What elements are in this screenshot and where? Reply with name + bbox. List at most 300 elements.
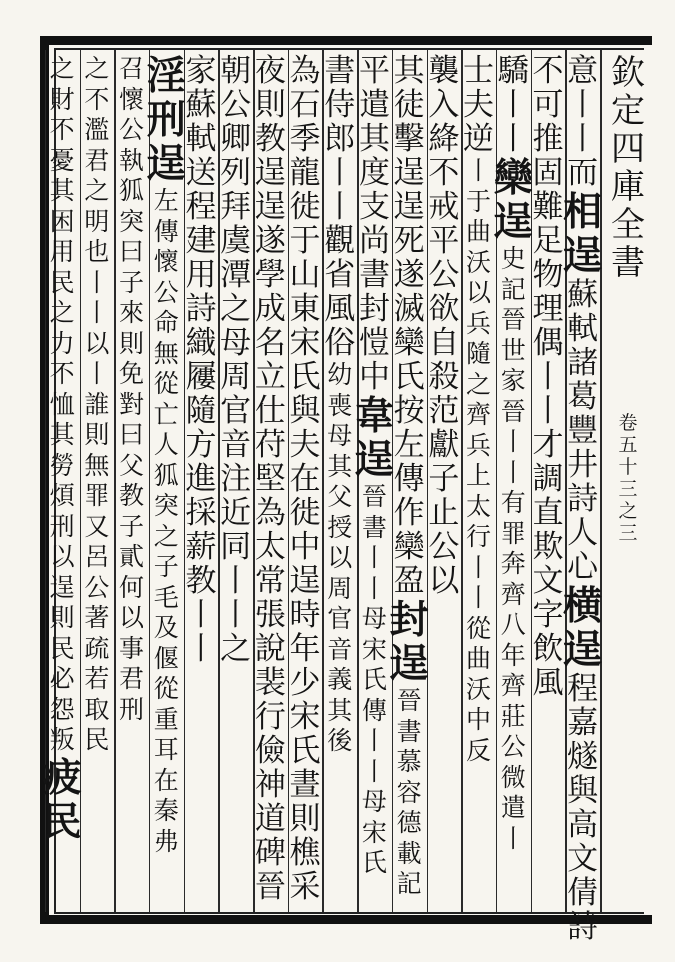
text-char: 憂	[49, 145, 75, 175]
text-char: 行	[254, 699, 286, 735]
text-char: 從	[153, 674, 179, 703]
text-char: 逞	[289, 563, 321, 599]
text-char: 及	[153, 613, 179, 642]
text-char: 父	[119, 450, 145, 480]
text-char: 理	[532, 291, 564, 327]
headword-char: 逞	[389, 641, 429, 687]
text-char: 作	[393, 495, 425, 531]
text-char: 怨	[49, 694, 75, 724]
text-char: 丨	[361, 756, 387, 786]
text-char: 樵	[289, 835, 321, 871]
text-char: 子	[153, 552, 179, 581]
text-char: 欒	[393, 325, 425, 361]
text-char: 襲	[428, 53, 460, 89]
text-char: 母	[220, 325, 252, 361]
text-char: 蘇	[185, 87, 217, 123]
text-char: 從	[466, 613, 492, 643]
title-char: 欽	[611, 53, 645, 93]
text-char: 懷	[119, 84, 145, 114]
text-char: 進	[185, 461, 217, 497]
text-char: 懷	[153, 247, 179, 276]
text-char: 詩	[567, 909, 599, 945]
text-char: 丨	[361, 726, 387, 755]
text-char: 上	[466, 461, 492, 490]
text-char: 丨	[185, 597, 217, 633]
text-char: 度	[358, 155, 390, 191]
text-char: 碑	[254, 835, 286, 871]
text-char: 民	[49, 633, 75, 663]
text-char: 葛	[567, 379, 599, 415]
text-char: 丨	[220, 597, 252, 633]
volume-char: 之	[618, 500, 638, 522]
text-char: 用	[49, 237, 75, 266]
text-char: 倩	[567, 875, 599, 911]
text-char: 微	[500, 762, 526, 792]
text-char: 氏	[289, 733, 321, 769]
text-char: 官	[220, 393, 252, 429]
text-char: 教	[185, 563, 217, 599]
text-char: 之	[220, 291, 252, 327]
text-char: 叛	[49, 725, 75, 754]
text-char: 逞	[49, 572, 75, 602]
text-char: 偶	[532, 325, 564, 361]
text-char: 疏	[84, 633, 110, 663]
text-char: 書	[361, 512, 387, 542]
text-char: 民	[49, 267, 75, 297]
text-char: 氏	[361, 665, 387, 694]
headword-char: 逞	[563, 627, 603, 673]
text-char: 常	[254, 563, 286, 599]
text-char: 對	[119, 389, 145, 419]
text-char: 世	[500, 335, 526, 365]
text-char: 盈	[393, 563, 425, 599]
text-char: 逞	[254, 189, 286, 225]
text-char: 莊	[500, 701, 526, 731]
text-char: 戒	[428, 189, 460, 225]
text-char: 難	[532, 189, 564, 225]
text-char: 亡	[153, 399, 179, 429]
text-char: 丨	[84, 267, 110, 297]
text-char: 夫	[463, 87, 495, 123]
text-char: 之	[153, 521, 179, 551]
text-char: 井	[567, 447, 599, 483]
text-char: 用	[185, 257, 217, 293]
text-char: 才	[532, 427, 564, 463]
text-char: 家	[500, 366, 526, 395]
text-char: 風	[532, 665, 564, 701]
text-char: 龍	[289, 155, 321, 191]
headword-char: 逞	[493, 199, 533, 245]
text-char: 在	[153, 765, 179, 795]
text-char: 薪	[185, 529, 217, 565]
text-char: 以	[466, 278, 492, 307]
text-char: 無	[84, 450, 110, 480]
text-char: 重	[153, 704, 179, 734]
headword-char: 逞	[354, 437, 394, 483]
text-char: 丨	[361, 573, 387, 603]
text-char: 徒	[393, 87, 425, 123]
text-char: 丨	[567, 87, 599, 123]
text-char: 左	[393, 427, 425, 463]
text-char: 年	[289, 631, 321, 667]
text-char: 道	[254, 801, 286, 837]
volume-label	[612, 412, 644, 652]
text-char: 風	[324, 291, 356, 327]
text-char: 蘇	[567, 277, 599, 313]
text-char: 勞	[49, 450, 75, 480]
text-char: 封	[358, 291, 390, 327]
text-char: 驕	[497, 53, 529, 89]
text-char: 子	[119, 511, 145, 541]
headword-char: 横	[563, 583, 603, 629]
text-char: 夜	[254, 53, 286, 89]
text-char: 逆	[463, 121, 495, 157]
text-char: 齊	[466, 400, 492, 429]
text-char: 平	[358, 53, 390, 89]
text-char: 其	[327, 451, 353, 481]
text-char: 丨	[497, 87, 529, 123]
text-char: 音	[327, 634, 353, 664]
text-char: 調	[532, 461, 564, 497]
text-char: 記	[396, 869, 422, 898]
text-char: 嘉	[567, 705, 599, 741]
text-char: 公	[153, 277, 179, 307]
text-char: 丨	[84, 359, 110, 388]
text-char: 支	[358, 189, 390, 225]
text-char: 以	[119, 603, 145, 632]
text-char: 晉	[500, 396, 526, 426]
text-char: 以	[327, 543, 353, 572]
text-char: 晝	[289, 767, 321, 803]
text-char: 毛	[153, 582, 179, 612]
text-char: 則	[84, 420, 110, 449]
text-char: 則	[289, 801, 321, 837]
text-char: 苻	[254, 427, 286, 463]
text-char: 齊	[500, 579, 526, 609]
text-char: 偃	[153, 643, 179, 673]
text-char: 飲	[532, 631, 564, 667]
text-char: 以	[49, 542, 75, 571]
text-char: 列	[220, 155, 252, 191]
text-char: 逞	[254, 155, 286, 191]
text-char: 困	[49, 206, 75, 236]
text-char: 滅	[393, 291, 425, 327]
text-char: 之	[49, 298, 75, 327]
text-char: 推	[532, 121, 564, 157]
volume-char: 五	[618, 434, 638, 456]
text-char: 財	[49, 84, 75, 114]
text-char: 官	[327, 604, 353, 633]
text-char: 何	[119, 572, 145, 602]
text-char: 可	[532, 87, 564, 123]
text-char: 秦	[153, 796, 179, 825]
text-char: 公	[500, 732, 526, 761]
text-char: 按	[393, 393, 425, 429]
text-char: 行	[466, 522, 492, 551]
text-char: 神	[254, 767, 286, 803]
text-char: 又	[84, 511, 110, 541]
text-char: 曰	[119, 420, 145, 449]
text-char: 季	[289, 121, 321, 157]
text-char: 隨	[466, 339, 492, 368]
text-char: 其	[49, 176, 75, 205]
text-char: 不	[49, 115, 75, 144]
text-char: 中	[466, 705, 492, 734]
text-char: 書	[396, 716, 422, 746]
text-char: 之	[466, 369, 492, 399]
text-char: 豐	[567, 413, 599, 449]
text-char: 丨	[324, 189, 356, 225]
text-char: 在	[289, 461, 321, 497]
text-char: 恤	[49, 389, 75, 419]
text-char: 丨	[567, 121, 599, 157]
text-char: 音	[220, 427, 252, 463]
text-char: 其	[327, 695, 353, 725]
text-char: 堅	[254, 461, 286, 497]
text-char: 逞	[393, 189, 425, 225]
text-char: 採	[185, 495, 217, 531]
text-char: 左	[153, 186, 179, 215]
text-char: 齊	[500, 671, 526, 700]
headword-char: 欒	[493, 155, 533, 201]
text-char: 張	[254, 597, 286, 633]
text-char: 晉	[500, 305, 526, 334]
text-column	[39, 54, 85, 904]
text-char: 突	[153, 491, 179, 520]
text-char: 容	[396, 777, 422, 807]
text-char: 書	[324, 53, 356, 89]
text-char: 命	[153, 308, 179, 337]
text-char: 于	[289, 223, 321, 259]
text-char: 欺	[532, 529, 564, 565]
text-char: 文	[567, 841, 599, 877]
text-char: 丨	[84, 298, 110, 327]
text-char: 沃	[466, 247, 492, 277]
text-char: 宋	[289, 325, 321, 361]
text-char: 刑	[119, 694, 145, 724]
text-char: 兵	[466, 430, 492, 460]
text-char: 采	[289, 869, 321, 905]
text-char: 丨	[500, 427, 526, 456]
text-char: 人	[567, 515, 599, 551]
text-char: 欒	[393, 529, 425, 565]
text-char: 軾	[567, 311, 599, 347]
text-char: 太	[254, 529, 286, 565]
text-char: 之	[49, 54, 75, 83]
headword-char: 逞	[563, 233, 603, 279]
text-char: 于	[466, 186, 492, 216]
text-char: 丨	[324, 155, 356, 191]
text-char: 宋	[361, 817, 387, 847]
headword-char: 淫	[146, 53, 186, 99]
text-char: 以	[84, 328, 110, 358]
text-char: 幼	[327, 360, 353, 389]
text-char: 誰	[84, 389, 110, 419]
text-char: 周	[220, 359, 252, 395]
text-char: 君	[84, 145, 110, 175]
text-char: 突	[119, 206, 145, 236]
text-char: 宋	[289, 699, 321, 735]
text-char: 而	[567, 155, 599, 191]
text-char: 夫	[289, 427, 321, 463]
text-char: 教	[119, 481, 145, 510]
text-char: 郎	[324, 121, 356, 157]
text-char: 愷	[358, 325, 390, 361]
volume-char: 十	[618, 456, 638, 478]
text-char: 明	[84, 206, 110, 236]
headword-char: 封	[389, 597, 429, 643]
headword-char: 韋	[354, 393, 394, 439]
text-char: 傳	[393, 461, 425, 497]
text-char: 以	[428, 563, 460, 599]
text-char: 必	[49, 664, 75, 693]
text-char: 學	[254, 257, 286, 293]
text-char: 曲	[466, 644, 492, 673]
book-title	[606, 54, 650, 334]
text-char: 來	[119, 298, 145, 327]
text-char: 沃	[466, 674, 492, 704]
text-char: 平	[428, 223, 460, 259]
text-char: 弗	[153, 826, 179, 856]
text-char: 罪	[84, 481, 110, 510]
text-char: 力	[49, 328, 75, 358]
text-char: 丨	[532, 393, 564, 429]
text-char: 喪	[327, 390, 353, 420]
text-char: 織	[185, 325, 217, 361]
text-char: 義	[327, 665, 353, 694]
text-char: 丨	[500, 457, 526, 487]
text-char: 八	[500, 610, 526, 639]
text-char: 丨	[497, 121, 529, 157]
text-char: 公	[119, 115, 145, 144]
text-char: 程	[185, 189, 217, 225]
text-char: 儉	[254, 733, 286, 769]
text-char: 不	[84, 84, 110, 114]
text-char: 尚	[358, 223, 390, 259]
text-char: 周	[327, 573, 353, 603]
text-char: 傳	[153, 216, 179, 246]
text-char: 心	[567, 549, 599, 585]
text-char: 欲	[428, 291, 460, 327]
text-char: 人	[153, 430, 179, 459]
text-char: 屨	[185, 359, 217, 395]
text-char: 濫	[84, 115, 110, 144]
text-char: 晉	[396, 686, 422, 715]
text-char: 時	[289, 597, 321, 633]
text-char: 丨	[466, 156, 492, 185]
text-char: 母	[327, 421, 353, 450]
text-char: 載	[396, 838, 422, 868]
text-char: 省	[324, 257, 356, 293]
text-char: 著	[84, 603, 110, 632]
title-char: 定	[611, 91, 645, 131]
text-char: 耳	[153, 735, 179, 764]
text-char: 與	[567, 773, 599, 809]
text-char: 仕	[254, 393, 286, 429]
text-char: 遂	[393, 257, 425, 293]
text-char: 宋	[361, 634, 387, 664]
text-char: 字	[532, 597, 564, 633]
text-char: 物	[532, 257, 564, 293]
text-char: 反	[466, 735, 492, 765]
text-char: 潭	[220, 257, 252, 293]
text-char: 召	[119, 54, 145, 83]
text-char: 有	[500, 488, 526, 517]
text-char: 與	[289, 393, 321, 429]
text-char: 為	[289, 53, 321, 89]
text-char: 足	[532, 223, 564, 259]
text-char: 方	[185, 427, 217, 463]
text-char: 建	[185, 223, 217, 259]
text-char: 遂	[254, 223, 286, 259]
text-char: 文	[532, 563, 564, 599]
text-char: 燧	[567, 739, 599, 775]
text-char: 丨	[500, 823, 526, 853]
text-char: 丨	[361, 543, 387, 572]
volume-char: 卷	[618, 412, 638, 434]
text-char: 無	[153, 338, 179, 368]
text-char: 則	[49, 603, 75, 632]
text-char: 罪	[500, 518, 526, 548]
text-char: 入	[428, 87, 460, 123]
text-char: 之	[220, 631, 252, 667]
text-char: 少	[289, 665, 321, 701]
text-char: 其	[49, 420, 75, 449]
text-char: 石	[289, 87, 321, 123]
text-char: 遣	[500, 793, 526, 822]
text-char: 若	[84, 664, 110, 693]
text-char: 丨	[220, 563, 252, 599]
text-char: 曰	[119, 237, 145, 266]
text-char: 晉	[254, 869, 286, 905]
text-char: 奔	[500, 549, 526, 578]
text-char: 也	[84, 237, 110, 266]
text-char: 則	[254, 87, 286, 123]
text-char: 其	[393, 53, 425, 89]
text-char: 民	[84, 725, 110, 754]
text-char: 公	[220, 87, 252, 123]
text-char: 家	[185, 53, 217, 89]
text-char: 詩	[185, 291, 217, 327]
text-char: 父	[327, 482, 353, 511]
title-char: 四	[611, 129, 645, 169]
title-char: 全	[611, 205, 645, 245]
text-char: 直	[532, 495, 564, 531]
text-char: 逞	[393, 155, 425, 191]
text-char: 曲	[466, 217, 492, 246]
text-char: 詩	[567, 481, 599, 517]
text-char: 狐	[153, 460, 179, 490]
text-char: 裴	[254, 665, 286, 701]
text-char: 隨	[185, 393, 217, 429]
text-char: 俗	[324, 325, 356, 361]
volume-char: 三	[618, 478, 638, 500]
text-char: 不	[428, 155, 460, 191]
text-char: 執	[119, 145, 145, 175]
headword-char: 逞	[146, 141, 186, 187]
text-char: 公	[428, 257, 460, 293]
text-char: 之	[84, 176, 110, 205]
headword-char: 刑	[146, 97, 186, 143]
text-char: 公	[84, 572, 110, 602]
text-char: 太	[466, 491, 492, 521]
text-char: 觀	[324, 223, 356, 259]
text-char: 氏	[393, 359, 425, 395]
text-char: 丨	[466, 552, 492, 582]
text-char: 名	[254, 325, 286, 361]
text-char: 諸	[567, 345, 599, 381]
text-char: 程	[567, 671, 599, 707]
